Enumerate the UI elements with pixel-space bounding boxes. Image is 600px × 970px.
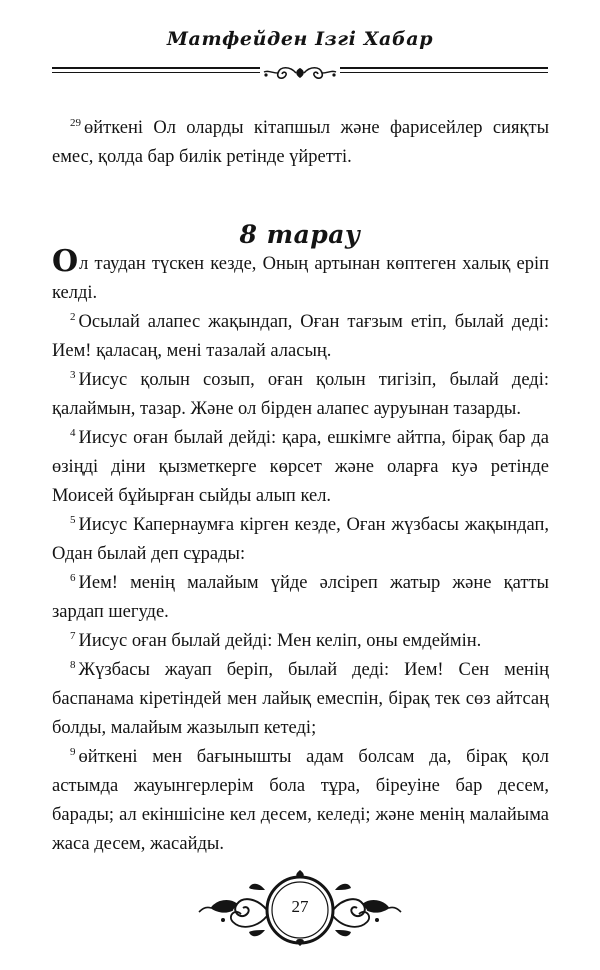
verse-3 bbox=[52, 366, 549, 424]
verse-number: 9 bbox=[70, 746, 76, 758]
verse-number: 6 bbox=[70, 572, 76, 584]
verse-2 bbox=[52, 308, 549, 366]
verse-text: Жүзбасы жауап беріп, былай деді: Ием! Сен менің баспанама кіретіндей мен лайық емеспін, бірақ тек сөз айтсаң болды, малайым жазылып кетеді; bbox=[52, 660, 549, 738]
verse-8 bbox=[52, 656, 549, 743]
chapter-text bbox=[52, 244, 549, 859]
drop-cap: О bbox=[52, 244, 79, 279]
verse-number: 29 bbox=[70, 117, 81, 129]
verse-text: Иисус оған былай дейді: қара, ешкімге айтпа, бірақ бар да өзіңді діни қызметкерге көрсет және оларға куә ретінде Моисей бұйырған сыйды алып кел. bbox=[52, 428, 549, 506]
verse-number: 5 bbox=[70, 514, 76, 526]
verse-text: л таудан түскен кезде, Оның артынан көптеген халық еріп келді. bbox=[52, 254, 549, 303]
verse-number: 7 bbox=[70, 630, 76, 642]
verse-5 bbox=[52, 511, 549, 569]
verse-number: 2 bbox=[70, 311, 76, 323]
verse-text: Ием! менің малайым үйде әлсіреп жатыр және қатты зардап шегуде. bbox=[52, 573, 549, 622]
verse-4 bbox=[52, 424, 549, 511]
scroll-flourish-icon bbox=[260, 62, 340, 86]
verse-6 bbox=[52, 569, 549, 627]
running-head: Матфейден Ізгі Хабар bbox=[166, 28, 434, 50]
verse-1 bbox=[52, 244, 549, 308]
verse-7 bbox=[52, 627, 549, 656]
verse-number: 3 bbox=[70, 369, 76, 381]
verse-text: Осылай алапес жақындап, Оған тағзым етіп, былай деді: Ием! қаласаң, мені тазалай аласың. bbox=[52, 312, 549, 361]
verse-number: 4 bbox=[70, 427, 76, 439]
verse-text: Иисус Капернаумға кірген кезде, Оған жүзбасы жақындап, Одан былай деп сұрады: bbox=[52, 515, 549, 564]
chapter-title: 8 тарау bbox=[239, 220, 361, 249]
verse-text: Иисус қолын созып, оған қолын тигізіп, былай деді: қалаймын, тазар. Және ол бірден алапес ауруынан тазарды. bbox=[52, 370, 549, 419]
verse-number: 8 bbox=[70, 659, 76, 671]
verse-29 bbox=[52, 114, 549, 172]
verse-9 bbox=[52, 743, 549, 859]
verse-text: Иисус оған былай дейді: Мен келіп, оны емдеймін. bbox=[78, 631, 482, 651]
verse-text: өйткені Ол оларды кітапшыл және фарисейлер сияқты емес, қолда бар билік ретінде үйретті. bbox=[52, 118, 549, 167]
intro-text bbox=[52, 114, 549, 172]
verse-text: өйткені мен бағынышты адам болсам да, бірақ қол астымда жауынгерлерім бола тұра, біреуіне бар десем, барады; ал екіншісіне кел десем, келеді; және менің малайыма жаса десем, жасайды. bbox=[52, 747, 549, 854]
page-number: 27 bbox=[291, 897, 309, 916]
